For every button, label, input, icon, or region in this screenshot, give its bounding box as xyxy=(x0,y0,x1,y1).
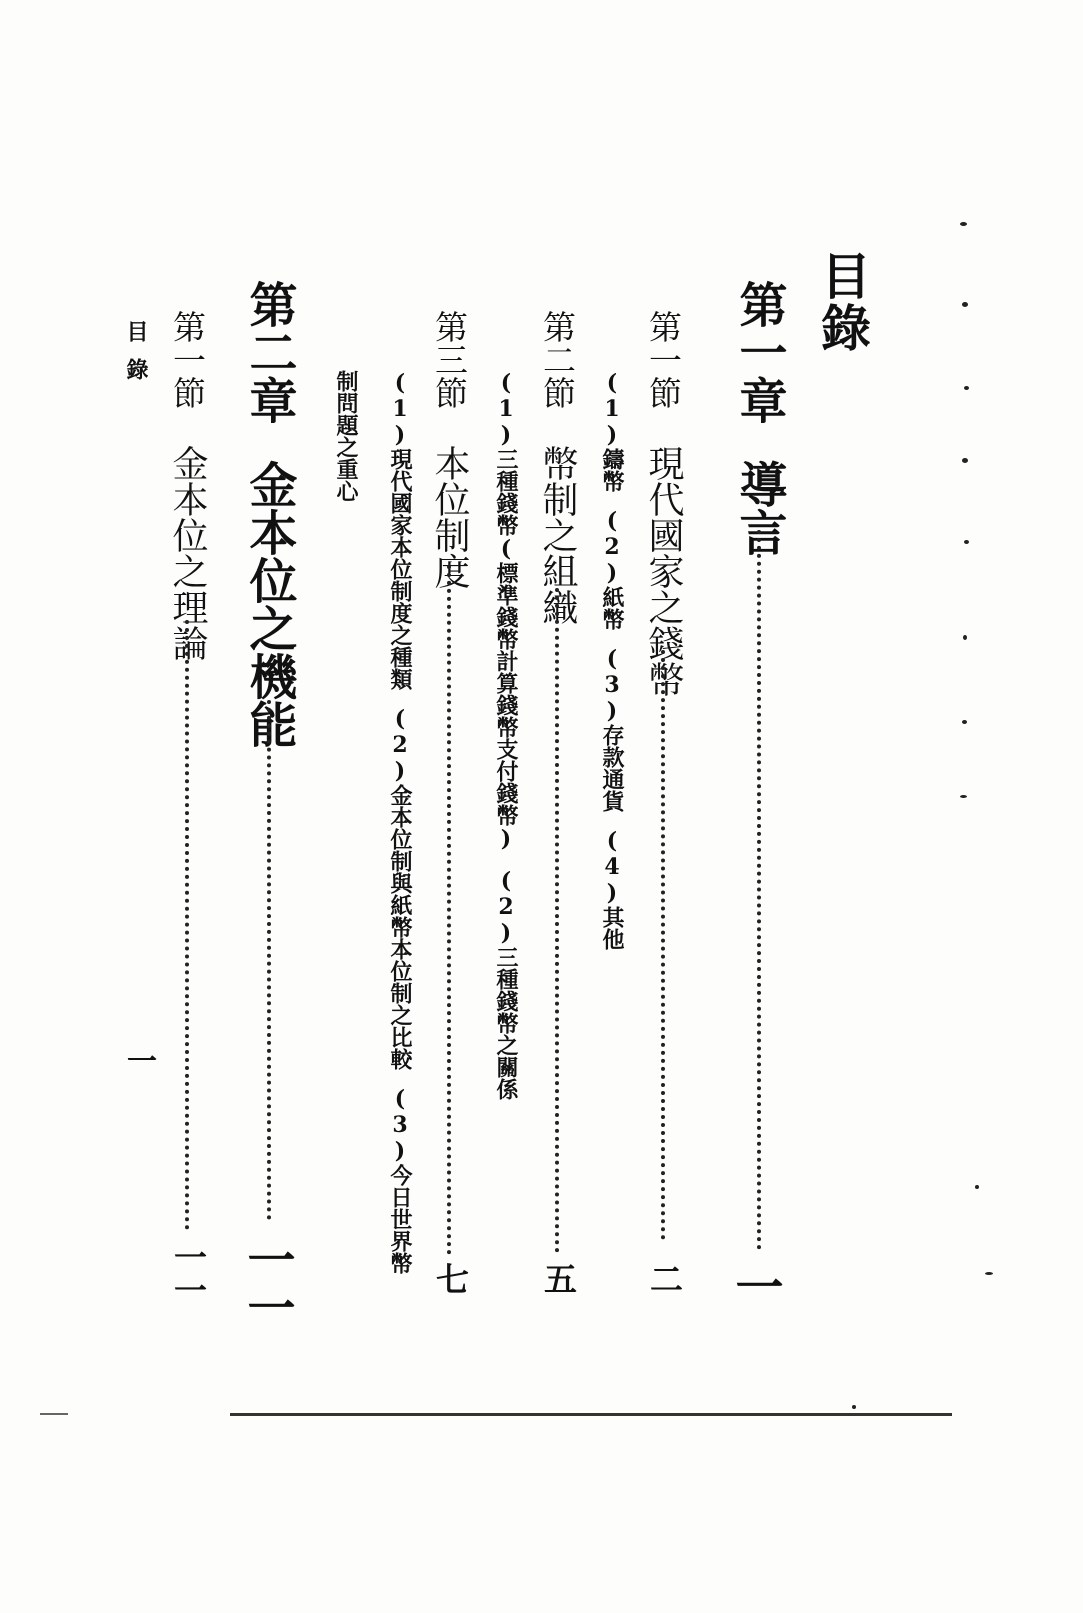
scan-speck xyxy=(962,458,968,463)
scan-speck xyxy=(964,540,969,544)
section-1-2-leader-dots xyxy=(555,588,559,1253)
section-1-1-entry xyxy=(643,310,684,697)
chapter-1-heading: 第一章 xyxy=(731,280,787,424)
page-title: 目錄 xyxy=(813,250,872,354)
section-2-1-heading: 第一節 xyxy=(168,310,207,409)
subtopic-item: (1)現代國家本位制度之種類 xyxy=(387,370,413,690)
section-1-1-subtopics xyxy=(601,370,623,950)
bottom-rule xyxy=(230,1413,952,1416)
section-2-1-leader-dots xyxy=(185,620,189,1230)
section-1-1-leader-dots xyxy=(661,650,665,1240)
scan-speck xyxy=(852,1405,856,1409)
section-1-1-title: 現代國家之錢幣 xyxy=(643,445,684,697)
section-1-2-entry xyxy=(537,310,578,625)
section-1-1-page: 二 xyxy=(645,1262,684,1295)
scan-speck xyxy=(962,720,967,724)
section-1-2-page: 五 xyxy=(539,1262,578,1295)
subtopic-item: (2)金本位制與紙幣本位制之比較 xyxy=(387,706,413,1070)
chapter-2-heading: 第二章 xyxy=(241,280,297,424)
chapter-2-leader-dots xyxy=(267,700,271,1220)
section-1-3-entry xyxy=(429,310,470,589)
subtopic-item: (2)紙幣 xyxy=(599,508,625,630)
chapter-2-page: 一一 xyxy=(239,1235,295,1331)
section-1-2-heading: 第二節 xyxy=(538,310,577,409)
scan-speck xyxy=(975,1185,979,1189)
scan-speck xyxy=(985,1272,993,1275)
scan-speck xyxy=(963,635,967,640)
section-1-3-heading: 第三節 xyxy=(430,310,469,409)
section-1-3-leader-dots xyxy=(447,565,451,1255)
section-1-3-subtopics-continued: 制問題之重心 xyxy=(333,370,359,502)
running-footer-label: 目錄 xyxy=(123,320,149,396)
subtopic-item: (3)存款通貨 xyxy=(599,646,625,812)
chapter-2-entry xyxy=(241,280,297,748)
section-1-2-title: 幣制之組織 xyxy=(537,445,578,625)
scan-speck xyxy=(960,222,967,226)
scan-speck xyxy=(962,302,968,307)
chapter-1-entry xyxy=(731,280,787,556)
section-1-3-subtopics xyxy=(389,370,411,1274)
subtopic-item: (3)今日世界幣 xyxy=(387,1086,413,1274)
subtopic-item: (2)三種錢幣之關係 xyxy=(493,868,519,1100)
subtopic-item: (4)其他 xyxy=(599,828,625,950)
scan-speck xyxy=(960,795,967,798)
bottom-rule-fragment xyxy=(40,1413,68,1415)
section-1-1-heading: 第一節 xyxy=(644,310,683,409)
chapter-2-title: 金本位之機能 xyxy=(241,460,297,748)
chapter-1-title: 導言 xyxy=(731,460,787,556)
chapter-1-leader-dots xyxy=(757,530,761,1250)
scan-speck xyxy=(964,386,969,390)
section-2-1-title: 金本位之理論 xyxy=(167,445,208,661)
section-2-1-entry xyxy=(167,310,208,661)
section-1-3-page: 七 xyxy=(431,1262,470,1295)
section-1-2-subtopics xyxy=(495,370,517,1100)
chapter-1-page: 一 xyxy=(727,1262,783,1310)
subtopic-item: (1)三種錢幣(標準錢幣計算錢幣支付錢幣) xyxy=(493,370,519,852)
section-1-3-title: 本位制度 xyxy=(429,445,470,589)
section-2-1-page: 一一 xyxy=(169,1240,208,1306)
page-folio: 一 xyxy=(121,1045,156,1075)
subtopic-item: (1)鑄幣 xyxy=(599,370,625,492)
